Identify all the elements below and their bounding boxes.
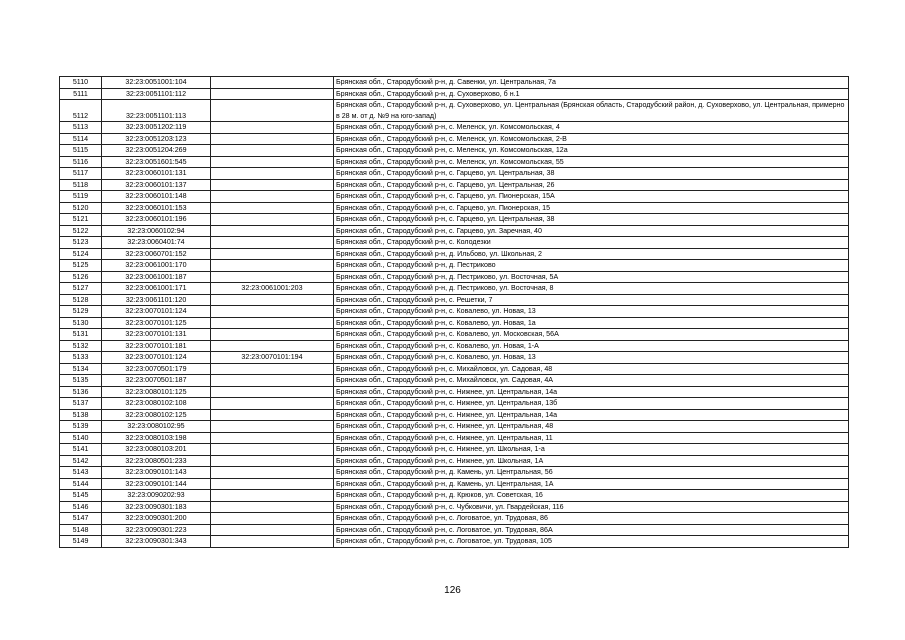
address-cell: Брянская обл., Стародубский р-н, д. Камень, ул. Центральная, 56 <box>334 467 849 479</box>
previous-cadastral-number-cell <box>211 237 334 249</box>
registry-table <box>59 76 849 548</box>
table-row <box>60 294 849 306</box>
address-cell: Брянская обл., Стародубский р-н, с. Ковалево, ул. Новая, 13 <box>334 352 849 364</box>
address-cell: Брянская обл., Стародубский р-н, с. Нижнее, ул. Центральная, 48 <box>334 421 849 433</box>
row-number-cell: 5115 <box>60 145 102 157</box>
cadastral-number-cell: 32:23:0060101:153 <box>102 202 211 214</box>
table-row <box>60 77 849 89</box>
row-number-cell: 5130 <box>60 317 102 329</box>
table-row <box>60 145 849 157</box>
table-row <box>60 283 849 295</box>
table-row <box>60 260 849 272</box>
row-number-cell: 5134 <box>60 363 102 375</box>
previous-cadastral-number-cell <box>211 363 334 375</box>
address-cell: Брянская обл., Стародубский р-н, с. Колодезки <box>334 237 849 249</box>
table-row <box>60 386 849 398</box>
row-number-cell: 5145 <box>60 490 102 502</box>
table-row <box>60 467 849 479</box>
table-row <box>60 202 849 214</box>
page-number: 126 <box>444 585 461 596</box>
cadastral-number-cell: 32:23:0060101:137 <box>102 179 211 191</box>
cadastral-number-cell: 32:23:0090301:343 <box>102 536 211 548</box>
cadastral-number-cell: 32:23:0090301:200 <box>102 513 211 525</box>
table-row <box>60 225 849 237</box>
previous-cadastral-number-cell: 32:23:0061001:203 <box>211 283 334 295</box>
previous-cadastral-number-cell <box>211 306 334 318</box>
address-cell: Брянская обл., Стародубский р-н, с. Меленск, ул. Комсомольская, 4 <box>334 122 849 134</box>
cadastral-number-cell: 32:23:0060401:74 <box>102 237 211 249</box>
table-row <box>60 524 849 536</box>
table-row <box>60 156 849 168</box>
table-row <box>60 478 849 490</box>
cadastral-number-cell: 32:23:0061001:171 <box>102 283 211 295</box>
address-cell: Брянская обл., Стародубский р-н, с. Нижнее, ул. Центральная, 14а <box>334 386 849 398</box>
row-number-cell: 5135 <box>60 375 102 387</box>
previous-cadastral-number-cell <box>211 513 334 525</box>
row-number-cell: 5133 <box>60 352 102 364</box>
address-cell: Брянская обл., Стародубский р-н, д. Ильбово, ул. Школьная, 2 <box>334 248 849 260</box>
address-cell: Брянская обл., Стародубский р-н, с. Чубковичи, ул. Гвардейская, 116 <box>334 501 849 513</box>
cadastral-number-cell: 32:23:0090301:223 <box>102 524 211 536</box>
row-number-cell: 5110 <box>60 77 102 89</box>
cadastral-number-cell: 32:23:0090202:93 <box>102 490 211 502</box>
previous-cadastral-number-cell <box>211 421 334 433</box>
row-number-cell: 5144 <box>60 478 102 490</box>
previous-cadastral-number-cell <box>211 329 334 341</box>
table-row <box>60 88 849 100</box>
address-cell: Брянская обл., Стародубский р-н, д. Суховерхово, ул. Центральная (Брянская область, Стародубский район, д. Суховерхово, ул. Центральная, примерно в 28 м. от д. №9 на юго-запад) <box>334 100 849 122</box>
table-row <box>60 168 849 180</box>
previous-cadastral-number-cell <box>211 294 334 306</box>
previous-cadastral-number-cell <box>211 432 334 444</box>
table-row <box>60 237 849 249</box>
previous-cadastral-number-cell <box>211 122 334 134</box>
row-number-cell: 5113 <box>60 122 102 134</box>
cadastral-number-cell: 32:23:0090101:143 <box>102 467 211 479</box>
table-row <box>60 122 849 134</box>
table-row <box>60 329 849 341</box>
row-number-cell: 5131 <box>60 329 102 341</box>
table-row <box>60 214 849 226</box>
cadastral-number-cell: 32:23:0051601:545 <box>102 156 211 168</box>
cadastral-number-cell: 32:23:0060102:94 <box>102 225 211 237</box>
address-cell: Брянская обл., Стародубский р-н, с. Гарцево, ул. Пионерская, 15 <box>334 202 849 214</box>
address-cell: Брянская обл., Стародубский р-н, с. Ковалево, ул. Московская, 56А <box>334 329 849 341</box>
table-row <box>60 513 849 525</box>
address-cell: Брянская обл., Стародубский р-н, с. Гарцево, ул. Центральная, 38 <box>334 168 849 180</box>
previous-cadastral-number-cell <box>211 88 334 100</box>
previous-cadastral-number-cell <box>211 375 334 387</box>
cadastral-number-cell: 32:23:0070101:124 <box>102 352 211 364</box>
table-row <box>60 501 849 513</box>
table-row <box>60 363 849 375</box>
row-number-cell: 5116 <box>60 156 102 168</box>
address-cell: Брянская обл., Стародубский р-н, с. Меленск, ул. Комсомольская, 12а <box>334 145 849 157</box>
address-cell: Брянская обл., Стародубский р-н, с. Меленск, ул. Комсомольская, 2-В <box>334 133 849 145</box>
row-number-cell: 5137 <box>60 398 102 410</box>
previous-cadastral-number-cell <box>211 179 334 191</box>
table-row <box>60 317 849 329</box>
cadastral-number-cell: 32:23:0080102:95 <box>102 421 211 433</box>
cadastral-number-cell: 32:23:0070501:179 <box>102 363 211 375</box>
cadastral-number-cell: 32:23:0070101:131 <box>102 329 211 341</box>
cadastral-number-cell: 32:23:0060101:131 <box>102 168 211 180</box>
table-row <box>60 306 849 318</box>
row-number-cell: 5138 <box>60 409 102 421</box>
row-number-cell: 5111 <box>60 88 102 100</box>
previous-cadastral-number-cell <box>211 524 334 536</box>
address-cell: Брянская обл., Стародубский р-н, с. Меленск, ул. Комсомольская, 55 <box>334 156 849 168</box>
cadastral-number-cell: 32:23:0070501:187 <box>102 375 211 387</box>
cadastral-number-cell: 32:23:0080101:125 <box>102 386 211 398</box>
previous-cadastral-number-cell <box>211 409 334 421</box>
row-number-cell: 5136 <box>60 386 102 398</box>
address-cell: Брянская обл., Стародубский р-н, д. Крюков, ул. Советская, 16 <box>334 490 849 502</box>
table-row <box>60 536 849 548</box>
address-cell: Брянская обл., Стародубский р-н, с. Ковалево, ул. Новая, 1а <box>334 317 849 329</box>
table-row <box>60 352 849 364</box>
row-number-cell: 5143 <box>60 467 102 479</box>
cadastral-number-cell: 32:23:0090301:183 <box>102 501 211 513</box>
table-row <box>60 340 849 352</box>
table-row <box>60 398 849 410</box>
address-cell: Брянская обл., Стародубский р-н, д. Пестриково, ул. Восточная, 8 <box>334 283 849 295</box>
previous-cadastral-number-cell <box>211 340 334 352</box>
cadastral-number-cell: 32:23:0051204:269 <box>102 145 211 157</box>
cadastral-number-cell: 32:23:0070101:181 <box>102 340 211 352</box>
table-row <box>60 409 849 421</box>
row-number-cell: 5124 <box>60 248 102 260</box>
previous-cadastral-number-cell <box>211 536 334 548</box>
address-cell: Брянская обл., Стародубский р-н, с. Гарцево, ул. Пионерская, 15А <box>334 191 849 203</box>
cadastral-number-cell: 32:23:0051202:119 <box>102 122 211 134</box>
row-number-cell: 5118 <box>60 179 102 191</box>
address-cell: Брянская обл., Стародубский р-н, д. Савенки, ул. Центральная, 7а <box>334 77 849 89</box>
address-cell: Брянская обл., Стародубский р-н, с. Михайловск, ул. Садовая, 4А <box>334 375 849 387</box>
address-cell: Брянская обл., Стародубский р-н, д. Камень, ул. Центральная, 1А <box>334 478 849 490</box>
cadastral-number-cell: 32:23:0061001:170 <box>102 260 211 272</box>
row-number-cell: 5139 <box>60 421 102 433</box>
address-cell: Брянская обл., Стародубский р-н, с. Нижнее, ул. Центральная, 13б <box>334 398 849 410</box>
cadastral-number-cell: 32:23:0061101:120 <box>102 294 211 306</box>
previous-cadastral-number-cell <box>211 214 334 226</box>
previous-cadastral-number-cell <box>211 156 334 168</box>
table-row <box>60 432 849 444</box>
previous-cadastral-number-cell <box>211 248 334 260</box>
cadastral-number-cell: 32:23:0061001:187 <box>102 271 211 283</box>
previous-cadastral-number-cell <box>211 317 334 329</box>
row-number-cell: 5119 <box>60 191 102 203</box>
previous-cadastral-number-cell <box>211 501 334 513</box>
previous-cadastral-number-cell <box>211 444 334 456</box>
cadastral-number-cell: 32:23:0051101:112 <box>102 88 211 100</box>
address-cell: Брянская обл., Стародубский р-н, д. Пестриково, ул. Восточная, 5А <box>334 271 849 283</box>
address-cell: Брянская обл., Стародубский р-н, с. Гарцево, ул. Центральная, 38 <box>334 214 849 226</box>
previous-cadastral-number-cell <box>211 260 334 272</box>
address-cell: Брянская обл., Стародубский р-н, с. Нижнее, ул. Центральная, 14а <box>334 409 849 421</box>
address-cell: Брянская обл., Стародубский р-н, с. Решетки, 7 <box>334 294 849 306</box>
cadastral-number-cell: 32:23:0051001:104 <box>102 77 211 89</box>
address-cell: Брянская обл., Стародубский р-н, с. Нижнее, ул. Школьная, 1-а <box>334 444 849 456</box>
table-row <box>60 271 849 283</box>
row-number-cell: 5121 <box>60 214 102 226</box>
table-row <box>60 248 849 260</box>
row-number-cell: 5126 <box>60 271 102 283</box>
table-row <box>60 375 849 387</box>
previous-cadastral-number-cell <box>211 478 334 490</box>
row-number-cell: 5128 <box>60 294 102 306</box>
previous-cadastral-number-cell <box>211 467 334 479</box>
row-number-cell: 5112 <box>60 100 102 122</box>
row-number-cell: 5125 <box>60 260 102 272</box>
row-number-cell: 5140 <box>60 432 102 444</box>
address-cell: Брянская обл., Стародубский р-н, с. Михайловск, ул. Садовая, 48 <box>334 363 849 375</box>
row-number-cell: 5122 <box>60 225 102 237</box>
previous-cadastral-number-cell <box>211 133 334 145</box>
table-row <box>60 421 849 433</box>
address-cell: Брянская обл., Стародубский р-н, с. Гарцево, ул. Заречная, 40 <box>334 225 849 237</box>
previous-cadastral-number-cell <box>211 386 334 398</box>
row-number-cell: 5123 <box>60 237 102 249</box>
row-number-cell: 5142 <box>60 455 102 467</box>
cadastral-number-cell: 32:23:0080102:125 <box>102 409 211 421</box>
previous-cadastral-number-cell <box>211 202 334 214</box>
address-cell: Брянская обл., Стародубский р-н, д. Суховерхово, б н.1 <box>334 88 849 100</box>
address-cell: Брянская обл., Стародубский р-н, с. Ковалево, ул. Новая, 13 <box>334 306 849 318</box>
row-number-cell: 5132 <box>60 340 102 352</box>
row-number-cell: 5148 <box>60 524 102 536</box>
row-number-cell: 5141 <box>60 444 102 456</box>
cadastral-number-cell: 32:23:0080102:108 <box>102 398 211 410</box>
address-cell: Брянская обл., Стародубский р-н, с. Нижнее, ул. Школьная, 1А <box>334 455 849 467</box>
cadastral-number-cell: 32:23:0060101:196 <box>102 214 211 226</box>
row-number-cell: 5149 <box>60 536 102 548</box>
cadastral-number-cell: 32:23:0060101:148 <box>102 191 211 203</box>
previous-cadastral-number-cell: 32:23:0070101:194 <box>211 352 334 364</box>
cadastral-number-cell: 32:23:0070101:124 <box>102 306 211 318</box>
cadastral-number-cell: 32:23:0051203:123 <box>102 133 211 145</box>
table-row <box>60 490 849 502</box>
cadastral-number-cell: 32:23:0060701:152 <box>102 248 211 260</box>
address-cell: Брянская обл., Стародубский р-н, с. Нижнее, ул. Центральная, 11 <box>334 432 849 444</box>
address-cell: Брянская обл., Стародубский р-н, с. Логоватое, ул. Трудовая, 86А <box>334 524 849 536</box>
table-row <box>60 455 849 467</box>
address-cell: Брянская обл., Стародубский р-н, с. Гарцево, ул. Центральная, 26 <box>334 179 849 191</box>
previous-cadastral-number-cell <box>211 191 334 203</box>
previous-cadastral-number-cell <box>211 455 334 467</box>
row-number-cell: 5117 <box>60 168 102 180</box>
table-row <box>60 444 849 456</box>
row-number-cell: 5114 <box>60 133 102 145</box>
previous-cadastral-number-cell <box>211 225 334 237</box>
table-row <box>60 191 849 203</box>
address-cell: Брянская обл., Стародубский р-н, д. Пестриково <box>334 260 849 272</box>
previous-cadastral-number-cell <box>211 77 334 89</box>
previous-cadastral-number-cell <box>211 145 334 157</box>
previous-cadastral-number-cell <box>211 100 334 122</box>
previous-cadastral-number-cell <box>211 271 334 283</box>
row-number-cell: 5120 <box>60 202 102 214</box>
row-number-cell: 5147 <box>60 513 102 525</box>
cadastral-number-cell: 32:23:0080501:233 <box>102 455 211 467</box>
cadastral-number-cell: 32:23:0090101:144 <box>102 478 211 490</box>
previous-cadastral-number-cell <box>211 398 334 410</box>
registry-table-body <box>60 77 849 548</box>
cadastral-number-cell: 32:23:0080103:198 <box>102 432 211 444</box>
row-number-cell: 5127 <box>60 283 102 295</box>
previous-cadastral-number-cell <box>211 490 334 502</box>
row-number-cell: 5129 <box>60 306 102 318</box>
table-row <box>60 179 849 191</box>
row-number-cell: 5146 <box>60 501 102 513</box>
cadastral-number-cell: 32:23:0070101:125 <box>102 317 211 329</box>
address-cell: Брянская обл., Стародубский р-н, с. Логоватое, ул. Трудовая, 86 <box>334 513 849 525</box>
table-row <box>60 100 849 122</box>
cadastral-number-cell: 32:23:0051101:113 <box>102 100 211 122</box>
address-cell: Брянская обл., Стародубский р-н, с. Логоватое, ул. Трудовая, 105 <box>334 536 849 548</box>
address-cell: Брянская обл., Стародубский р-н, с. Ковалево, ул. Новая, 1-А <box>334 340 849 352</box>
cadastral-number-cell: 32:23:0080103:201 <box>102 444 211 456</box>
previous-cadastral-number-cell <box>211 168 334 180</box>
table-row <box>60 133 849 145</box>
